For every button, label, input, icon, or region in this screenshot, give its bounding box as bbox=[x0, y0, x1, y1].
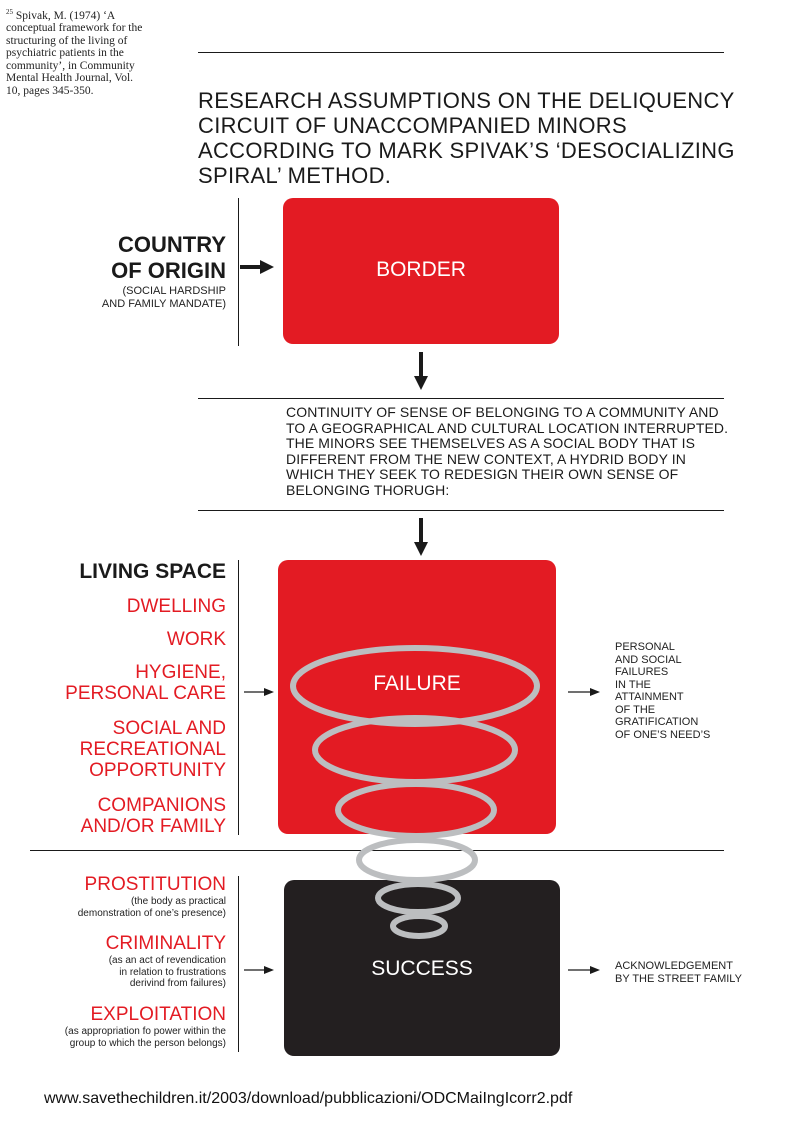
failure-note-line: OF THE bbox=[615, 703, 656, 716]
failure-note-line: AND SOCIAL bbox=[615, 653, 682, 666]
living-space-divider bbox=[238, 560, 239, 835]
continuity-bottom-rule bbox=[198, 510, 724, 511]
arrow-right-icon bbox=[242, 964, 276, 976]
street-note-line: demonstration of one’s presence) bbox=[77, 907, 226, 919]
arrow-down-icon bbox=[411, 350, 431, 392]
border-box bbox=[283, 198, 559, 344]
street-note-line: (the body as practical bbox=[130, 896, 226, 907]
living-item-hygiene-line2: PERSONAL CARE bbox=[65, 683, 226, 704]
continuity-top-rule bbox=[198, 398, 724, 399]
footnote bbox=[6, 6, 146, 97]
success-note-line: ACKNOWLEDGEMENT bbox=[615, 960, 733, 972]
failure-note-line: ATTAINMENT bbox=[615, 691, 684, 703]
arrow-right-icon bbox=[566, 686, 602, 698]
failure-note-line: PERSONAL bbox=[615, 641, 675, 653]
success-label: SUCCESS bbox=[371, 957, 473, 980]
street-note-criminality bbox=[20, 955, 226, 990]
country-sub-line2: AND FAMILY MANDATE) bbox=[101, 297, 226, 310]
street-divider bbox=[238, 876, 239, 1052]
failure-note-line: IN THE bbox=[615, 678, 651, 691]
continuity-text: CONTINUITY OF SENSE OF BELONGING TO A COMMUNITY AND TO A GEOGRAPHICAL AND CULTURAL LOCATION INTERRUPTED. THE MINORS SEE THEMSELVES AS A SOCIAL BODY THAT IS DIFFERENT FROM THE NEW CONTEXT, A HYDRID BODY IN WHICH THEY SEEK TO REDESIGN THEIR OWN SENSE OF BELONGING THORUGH: bbox=[286, 404, 729, 498]
street-note-line: (as an act of revendication bbox=[108, 955, 226, 966]
arrow-right-icon bbox=[236, 258, 276, 276]
living-item-social-line2: RECREATIONAL bbox=[79, 739, 226, 760]
country-heading-line1: COUNTRY bbox=[118, 232, 226, 257]
street-note-line: derivind from failures) bbox=[129, 978, 226, 989]
country-heading-line2: OF ORIGIN bbox=[111, 258, 226, 283]
page-title: RESEARCH ASSUMPTIONS ON THE DELIQUENCY CIRCUIT OF UNACCOMPANIED MINORS ACCORDING TO MARK SPIVAK’S ‘DESOCIALIZING SPIRAL’ METHOD. bbox=[198, 88, 735, 188]
footnote-text: Spivak, M. (1974) ‘A conceptual framework for the structuring of the living of psychiatric patients in the community’, in Community Mental Health Journal, Vol. 10, pages 345-350. bbox=[6, 9, 143, 97]
living-item-social-line1: SOCIAL AND bbox=[112, 718, 226, 739]
living-item-companions-line2: AND/OR FAMILY bbox=[80, 816, 226, 837]
living-item-companions bbox=[30, 795, 226, 837]
failure-note-line: FAILURES bbox=[615, 666, 669, 678]
failure-note bbox=[615, 641, 755, 741]
living-item-social bbox=[30, 718, 226, 781]
country-heading bbox=[30, 232, 226, 284]
living-item-hygiene-line1: HYGIENE, bbox=[135, 662, 226, 683]
street-note-line: group to which the person belongs) bbox=[69, 1037, 226, 1049]
source-url: www.savethechildren.it/2003/download/pubblicazioni/ODCMaiIngIcorr2.pdf bbox=[44, 1090, 573, 1107]
street-item-prostitution: PROSTITUTION bbox=[84, 874, 226, 895]
living-item-work: WORK bbox=[166, 629, 226, 650]
footnote-marker: 25 bbox=[6, 8, 13, 16]
top-rule bbox=[198, 52, 724, 53]
country-sub-line1: (SOCIAL HARDSHIP bbox=[122, 285, 226, 297]
street-note-prostitution bbox=[20, 896, 226, 919]
success-note bbox=[615, 960, 775, 985]
street-item-exploitation: EXPLOITATION bbox=[90, 1004, 226, 1025]
living-item-hygiene bbox=[30, 662, 226, 704]
living-space-heading: LIVING SPACE bbox=[79, 560, 226, 583]
failure-note-line: GRATIFICATION bbox=[615, 716, 699, 728]
country-subtitle bbox=[30, 285, 226, 310]
arrow-right-icon bbox=[566, 964, 602, 976]
street-item-criminality: CRIMINALITY bbox=[105, 933, 226, 954]
street-note-exploitation bbox=[10, 1026, 226, 1049]
living-item-dwelling: DWELLING bbox=[126, 596, 226, 617]
arrow-down-icon bbox=[411, 516, 431, 558]
failure-note-line: OF ONE’S NEED’S bbox=[615, 728, 711, 741]
border-label: BORDER bbox=[376, 258, 466, 281]
living-item-companions-line1: COMPANIONS bbox=[97, 795, 226, 816]
success-note-line: BY THE STREET FAMILY bbox=[615, 972, 742, 985]
living-item-social-line3: OPPORTUNITY bbox=[89, 760, 226, 781]
street-note-line: (as appropriation fo power within the bbox=[64, 1026, 226, 1037]
street-note-line: in relation to frustrations bbox=[119, 966, 226, 978]
failure-label: FAILURE bbox=[373, 672, 461, 695]
